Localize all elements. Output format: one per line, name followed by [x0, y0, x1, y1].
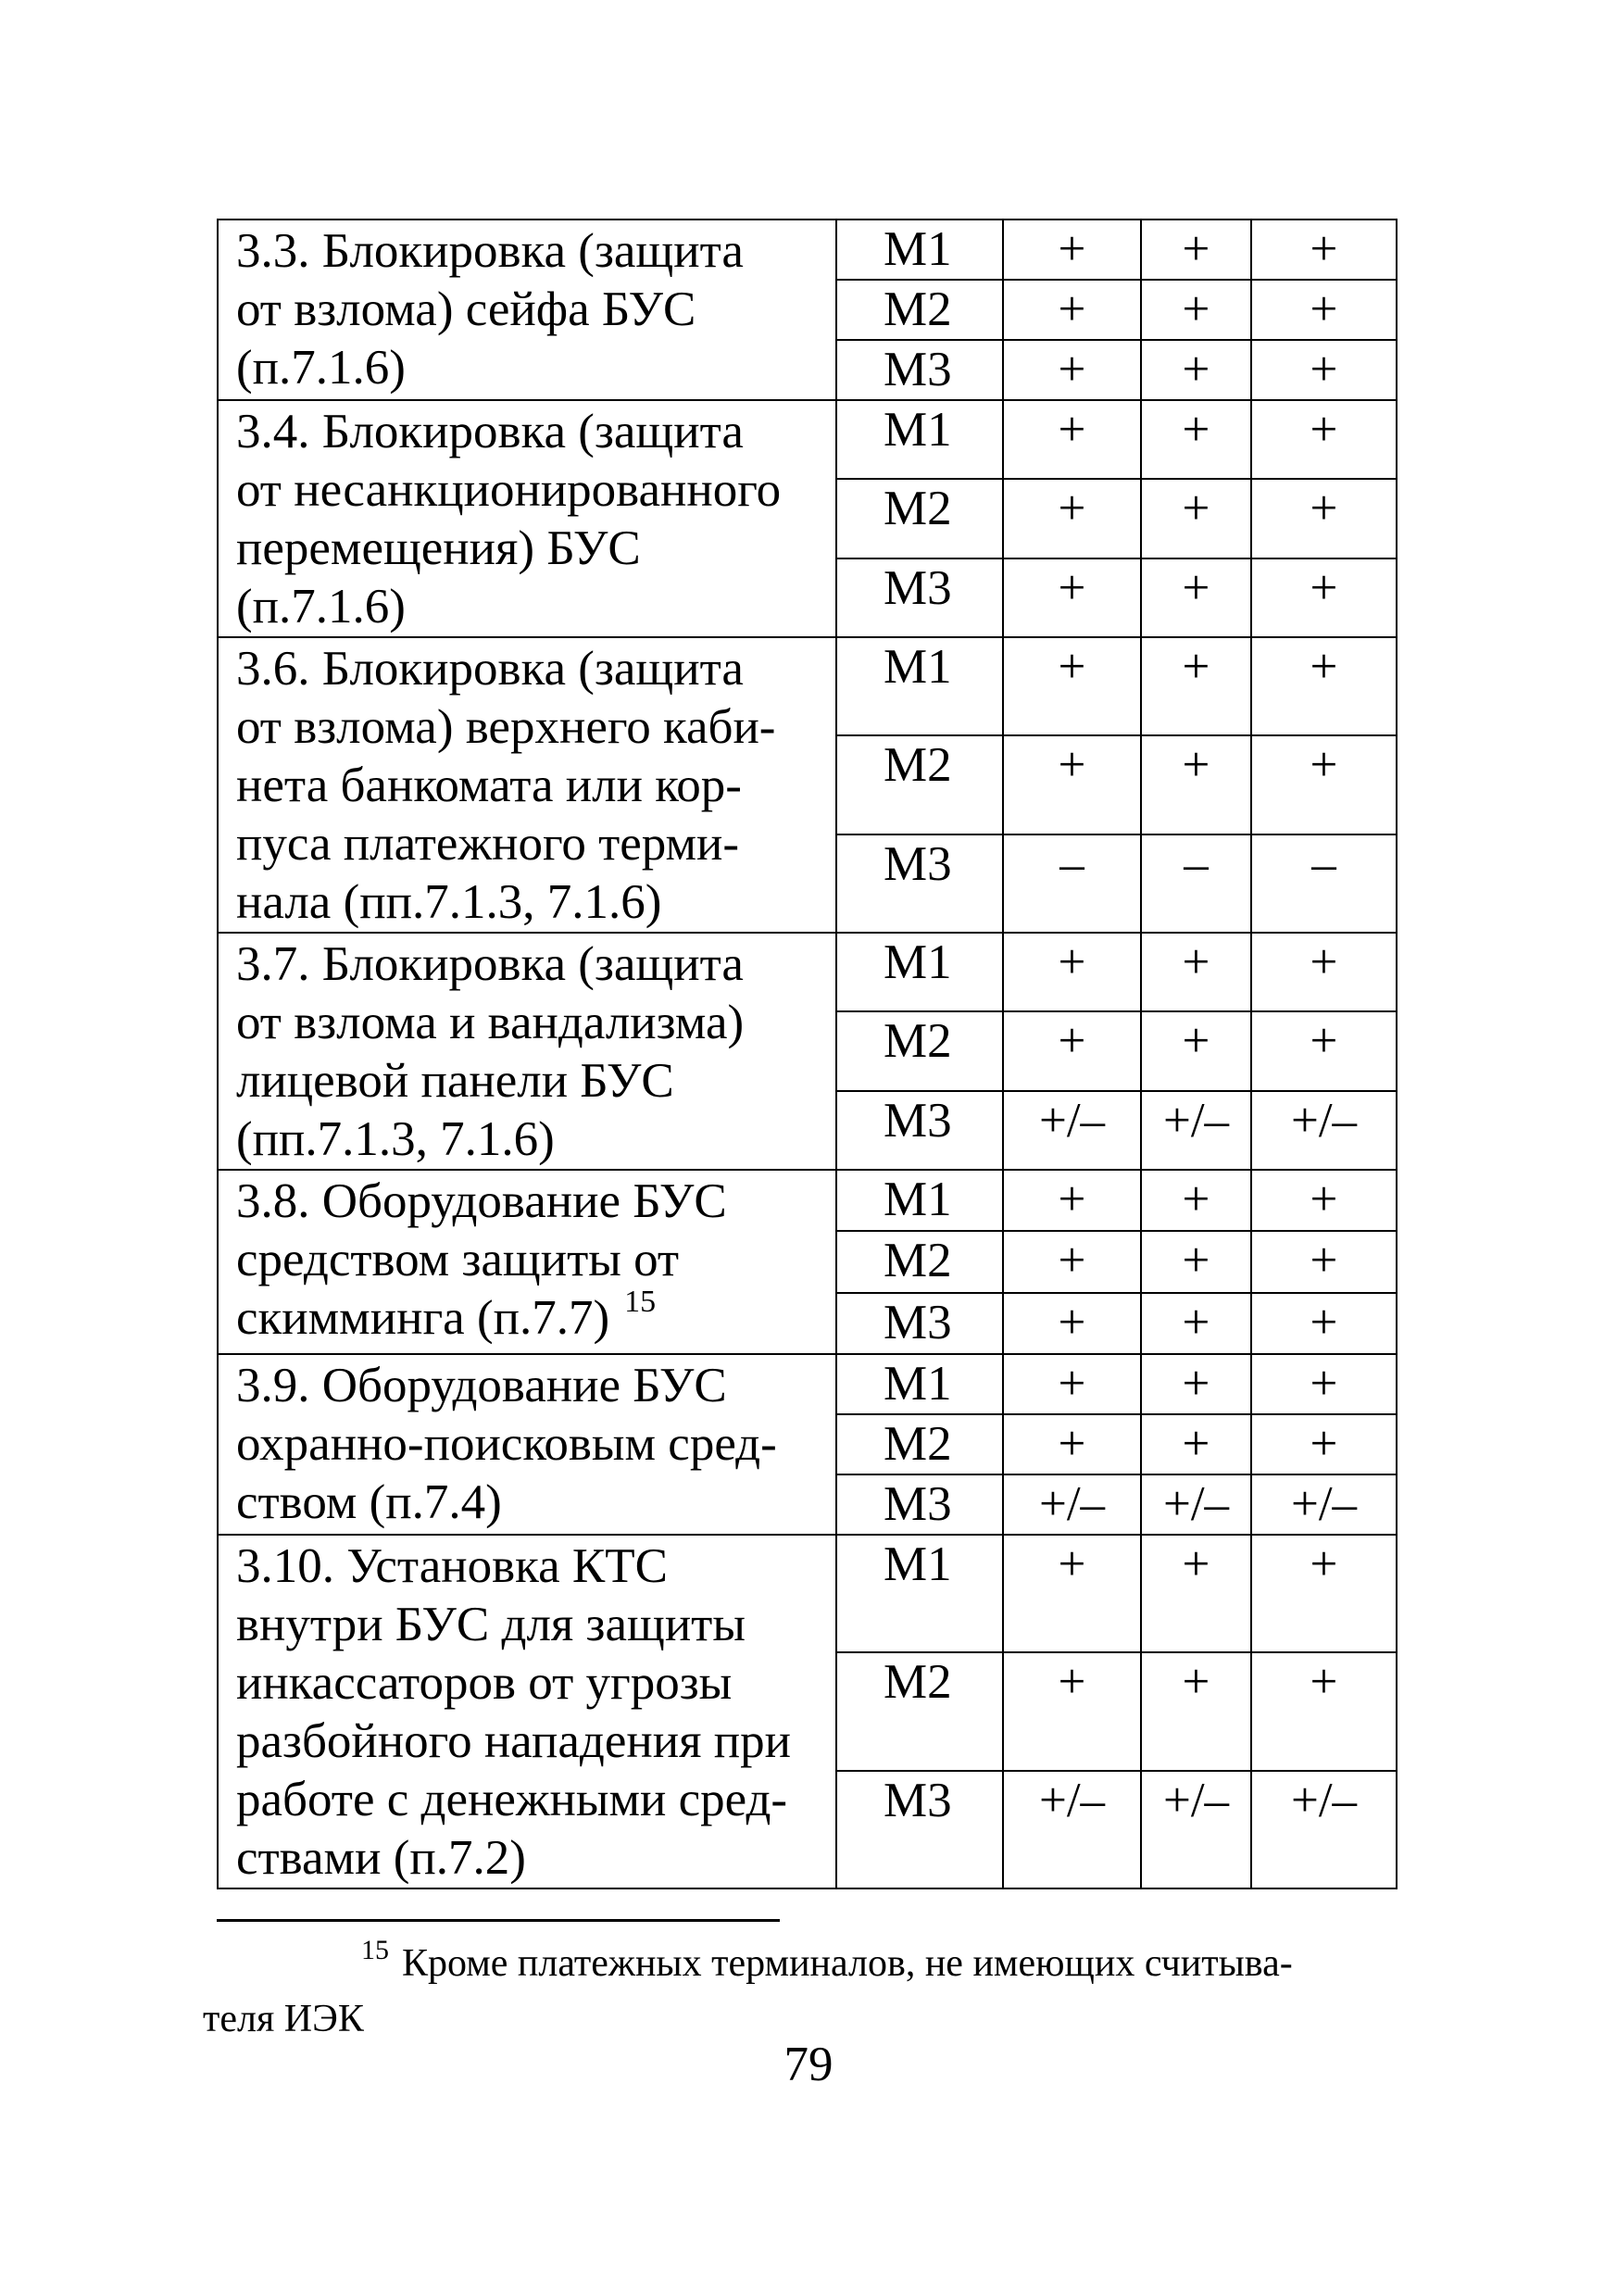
mark-cell: +	[1251, 1293, 1397, 1354]
mode-cell: М1	[836, 400, 1003, 479]
mark-cell: +	[1251, 1231, 1397, 1292]
mode-cell: М1	[836, 220, 1003, 280]
description-line: инкассаторов от угрозы	[236, 1656, 733, 1710]
mode-cell: М1	[836, 1170, 1003, 1231]
mark-cell: +	[1003, 1354, 1141, 1414]
mark-cell: +	[1003, 1652, 1141, 1770]
description-line: 3.4. Блокировка (защита	[236, 405, 744, 458]
mark-cell: +	[1141, 1652, 1251, 1770]
mark-cell: +	[1251, 735, 1397, 834]
description-line: 3.8. Оборудование БУС	[236, 1174, 727, 1228]
mode-cell: М2	[836, 1011, 1003, 1090]
mark-cell: +	[1003, 220, 1141, 280]
mark-cell: +	[1251, 1170, 1397, 1231]
description-line: ствами (п.7.2)	[236, 1831, 526, 1885]
mark-cell: +	[1141, 400, 1251, 479]
mark-cell: +	[1141, 1170, 1251, 1231]
mark-cell: +	[1251, 1011, 1397, 1090]
mode-cell: М3	[836, 340, 1003, 400]
requirement-description	[218, 1354, 836, 1535]
mark-cell: +	[1003, 558, 1141, 637]
description-line: лицевой панели БУС	[236, 1054, 674, 1108]
description-line: 3.3. Блокировка (защита	[236, 224, 744, 278]
mark-cell: +	[1251, 220, 1397, 280]
description-line: ством (п.7.4)	[236, 1475, 502, 1529]
mark-cell: +/–	[1003, 1771, 1141, 1888]
footnote-text-1: Кроме платежных терминалов, не имеющих считыва-	[402, 1942, 1293, 1985]
mark-cell: +	[1251, 280, 1397, 340]
mark-cell: +	[1003, 1293, 1141, 1354]
requirement-description	[218, 220, 836, 400]
mark-cell: +	[1003, 1011, 1141, 1090]
description-line: от взлома) сейфа БУС	[236, 282, 696, 336]
mark-cell: +	[1141, 933, 1251, 1011]
mode-cell: М1	[836, 933, 1003, 1011]
mark-cell: +	[1251, 558, 1397, 637]
mark-cell: +	[1003, 1535, 1141, 1652]
description-line: (п.7.1.6)	[236, 341, 406, 395]
requirements-table	[217, 219, 1398, 1889]
mark-cell: +/–	[1141, 1771, 1251, 1888]
mark-cell: +	[1003, 1231, 1141, 1292]
mark-cell: +	[1141, 1231, 1251, 1292]
mode-cell: М1	[836, 1535, 1003, 1652]
table-row	[218, 220, 1397, 280]
description-line: охранно-поисковым сред-	[236, 1417, 777, 1471]
description-line: (пп.7.1.3, 7.1.6)	[236, 1112, 555, 1166]
mode-cell: М3	[836, 1474, 1003, 1535]
mark-cell: +/–	[1003, 1091, 1141, 1170]
table-row	[218, 1535, 1397, 1652]
mark-cell: +	[1141, 1293, 1251, 1354]
description-line: от взлома и вандализма)	[236, 996, 745, 1049]
mark-cell: +	[1003, 1170, 1141, 1231]
mark-cell: +	[1141, 558, 1251, 637]
mark-cell: +/–	[1251, 1091, 1397, 1170]
mode-cell: М3	[836, 558, 1003, 637]
mark-cell: +	[1003, 479, 1141, 558]
mark-cell: +	[1141, 220, 1251, 280]
mode-cell: М1	[836, 1354, 1003, 1414]
mark-cell: +	[1141, 735, 1251, 834]
footnote-line-2: теля ИЭК	[203, 1998, 364, 2040]
mark-cell: +/–	[1141, 1091, 1251, 1170]
mark-cell: –	[1141, 834, 1251, 933]
mode-cell: М2	[836, 479, 1003, 558]
mode-cell: М2	[836, 735, 1003, 834]
mark-cell: –	[1003, 834, 1141, 933]
mode-cell: М3	[836, 1771, 1003, 1888]
description-line: нета банкомата или кор-	[236, 759, 742, 812]
table-row	[218, 1354, 1397, 1414]
description-line	[236, 1285, 830, 1353]
mark-cell: +	[1251, 637, 1397, 735]
mark-cell: +	[1003, 637, 1141, 735]
table-row	[218, 1170, 1397, 1231]
mark-cell: +	[1003, 400, 1141, 479]
mode-cell: М1	[836, 637, 1003, 735]
mark-cell: +	[1003, 933, 1141, 1011]
mark-cell: +/–	[1251, 1474, 1397, 1535]
description-line: разбойного нападения при	[236, 1714, 791, 1768]
description-text: скимминга (п.7.7)	[236, 1291, 610, 1345]
mark-cell: +	[1251, 1354, 1397, 1414]
mode-cell: М3	[836, 834, 1003, 933]
mark-cell: +	[1251, 1652, 1397, 1770]
mark-cell: –	[1251, 834, 1397, 933]
description-line: перемещения) БУС	[236, 521, 641, 575]
mark-cell: +	[1251, 1414, 1397, 1474]
description-line: (п.7.1.6)	[236, 580, 406, 634]
requirement-description	[218, 400, 836, 637]
footnote-separator	[217, 1919, 780, 1922]
mode-cell: М3	[836, 1293, 1003, 1354]
description-line: работе с денежными сред-	[236, 1773, 788, 1826]
description-line: 3.10. Установка КТС	[236, 1539, 668, 1593]
mark-cell: +	[1003, 280, 1141, 340]
mark-cell: +	[1141, 637, 1251, 735]
page-number: 79	[783, 2038, 834, 2091]
footnote	[203, 1935, 1407, 2045]
description-line: от несанкционированного	[236, 463, 782, 517]
mark-cell: +	[1141, 340, 1251, 400]
requirement-description	[218, 637, 836, 933]
description-line: внутри БУС для защиты	[236, 1598, 746, 1651]
description-line: от взлома) верхнего каби-	[236, 700, 776, 754]
mark-cell: +	[1141, 1354, 1251, 1414]
mark-cell: +	[1003, 735, 1141, 834]
mark-cell: +/–	[1251, 1771, 1397, 1888]
mark-cell: +	[1141, 1535, 1251, 1652]
mark-cell: +	[1141, 1414, 1251, 1474]
mark-cell: +	[1141, 479, 1251, 558]
requirement-description	[218, 933, 836, 1170]
mark-cell: +	[1251, 340, 1397, 400]
table-row	[218, 933, 1397, 1011]
footnote-number: 15	[361, 1935, 389, 1965]
description-line: 3.7. Блокировка (защита	[236, 937, 744, 991]
mark-cell: +	[1251, 933, 1397, 1011]
mark-cell: +	[1003, 1414, 1141, 1474]
mode-cell: М2	[836, 1414, 1003, 1474]
mode-cell: М2	[836, 1231, 1003, 1292]
requirement-description	[218, 1535, 836, 1888]
table-row	[218, 400, 1397, 479]
requirements-table-body	[218, 220, 1397, 1888]
mode-cell: М3	[836, 1091, 1003, 1170]
requirement-description	[218, 1170, 836, 1354]
description-line: 3.6. Блокировка (защита	[236, 642, 744, 696]
table-row	[218, 637, 1397, 735]
mark-cell: +	[1141, 1011, 1251, 1090]
mark-cell: +	[1003, 340, 1141, 400]
description-line: средством защиты от	[236, 1233, 680, 1286]
footnote-line-1	[203, 1935, 1407, 1993]
footnote-reference: 15	[624, 1285, 657, 1319]
mark-cell: +	[1251, 1535, 1397, 1652]
description-line: 3.9. Оборудование БУС	[236, 1359, 727, 1412]
mode-cell: М2	[836, 1652, 1003, 1770]
mark-cell: +	[1141, 280, 1251, 340]
mode-cell: М2	[836, 280, 1003, 340]
mark-cell: +	[1251, 479, 1397, 558]
mark-cell: +/–	[1141, 1474, 1251, 1535]
description-line: пуса платежного терми-	[236, 817, 740, 871]
mark-cell: +	[1251, 400, 1397, 479]
mark-cell: +/–	[1003, 1474, 1141, 1535]
description-line: нала (пп.7.1.3, 7.1.6)	[236, 875, 662, 929]
